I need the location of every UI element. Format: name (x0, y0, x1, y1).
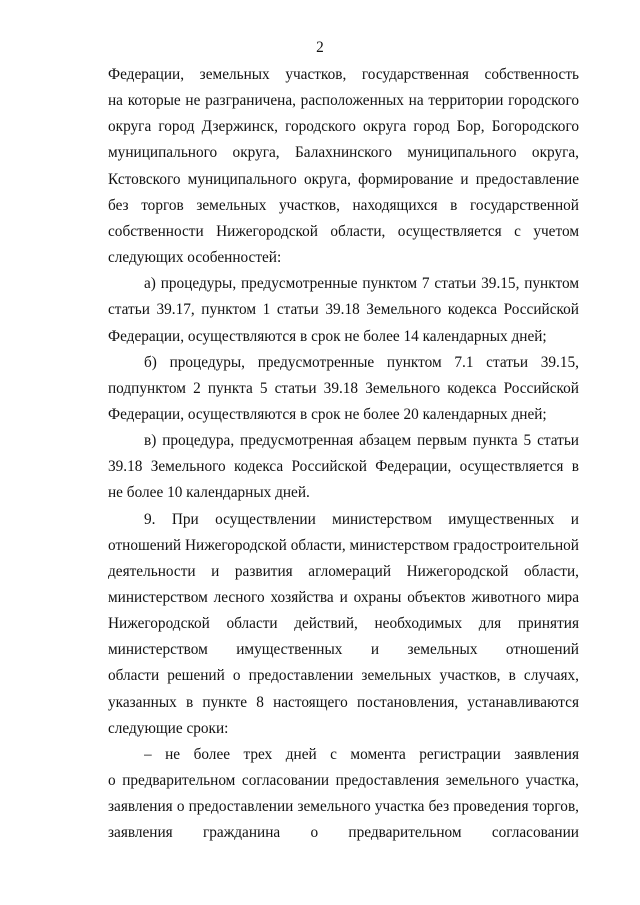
text-line: 9. При осуществлении министерством имущественных и (144, 510, 579, 528)
text-line: а) процедуры, предусмотренные пунктом 7 статьи 39.15, пунктом (144, 275, 579, 293)
text-line: б) процедуры, предусмотренные пунктом 7.1 статьи 39.15, (144, 353, 579, 371)
text-line: Федерации, осуществляются в срок не более 14 календарных дней; (108, 327, 547, 345)
text-line: без торгов земельных участков, находящихся в государственной (108, 196, 579, 214)
text-line: области решений о предоставлении земельных участков, в случаях, (108, 667, 579, 685)
text-line: Кстовского муниципального округа, формирование и предоставление (108, 170, 579, 188)
text-line: министерством лесного хозяйства и охраны объектов животного мира (108, 589, 579, 606)
text-line: отношений Нижегородской области, министерством градостроительной (108, 536, 579, 554)
text-line: указанных в пункте 8 настоящего постановления, устанавливаются (108, 693, 579, 711)
text-line: следующих особенностей: (108, 249, 282, 267)
text-line: статьи 39.17, пунктом 1 статьи 39.18 Земельного кодекса Российской (108, 301, 579, 319)
text-line: 39.18 Земельного кодекса Российской Федерации, осуществляется в (108, 458, 579, 476)
text-line: на которые не разграничена, расположенных на территории городского (108, 92, 579, 110)
text-line: собственности Нижегородской области, осуществляется с учетом (108, 222, 579, 240)
text-line: муниципального округа, Балахнинского муниципального округа, (108, 144, 579, 162)
text-line: Федерации, земельных участков, государственная собственность (108, 66, 579, 83)
text-line: заявления гражданина о предварительном согласовании (108, 824, 579, 842)
text-line: Федерации, осуществляются в срок не более 20 календарных дней; (108, 405, 547, 423)
text-line: подпунктом 2 пункта 5 статьи 39.18 Земельного кодекса Российской (108, 379, 579, 397)
text-line: Нижегородской области действий, необходимых для принятия (108, 615, 579, 633)
text-line: министерством имущественных и земельных отношений (108, 641, 579, 659)
text-line: в) процедура, предусмотренная абзацем первым пункта 5 статьи (144, 432, 579, 450)
text-line: не более 10 календарных дней. (108, 484, 310, 502)
text-line: заявления о предоставлении земельного участка без проведения торгов, (108, 798, 579, 816)
text-line: следующие сроки: (108, 719, 229, 737)
text-line: о предварительном согласовании предоставления земельного участка, (108, 772, 579, 790)
text-line: – не более трех дней с момента регистрации заявления (144, 745, 579, 763)
page-number: 2 (316, 39, 324, 56)
text-line: деятельности и развития агломераций Нижегородской области, (108, 562, 579, 580)
text-line: округа город Дзержинск, городского округа город Бор, Богородского (108, 118, 579, 136)
